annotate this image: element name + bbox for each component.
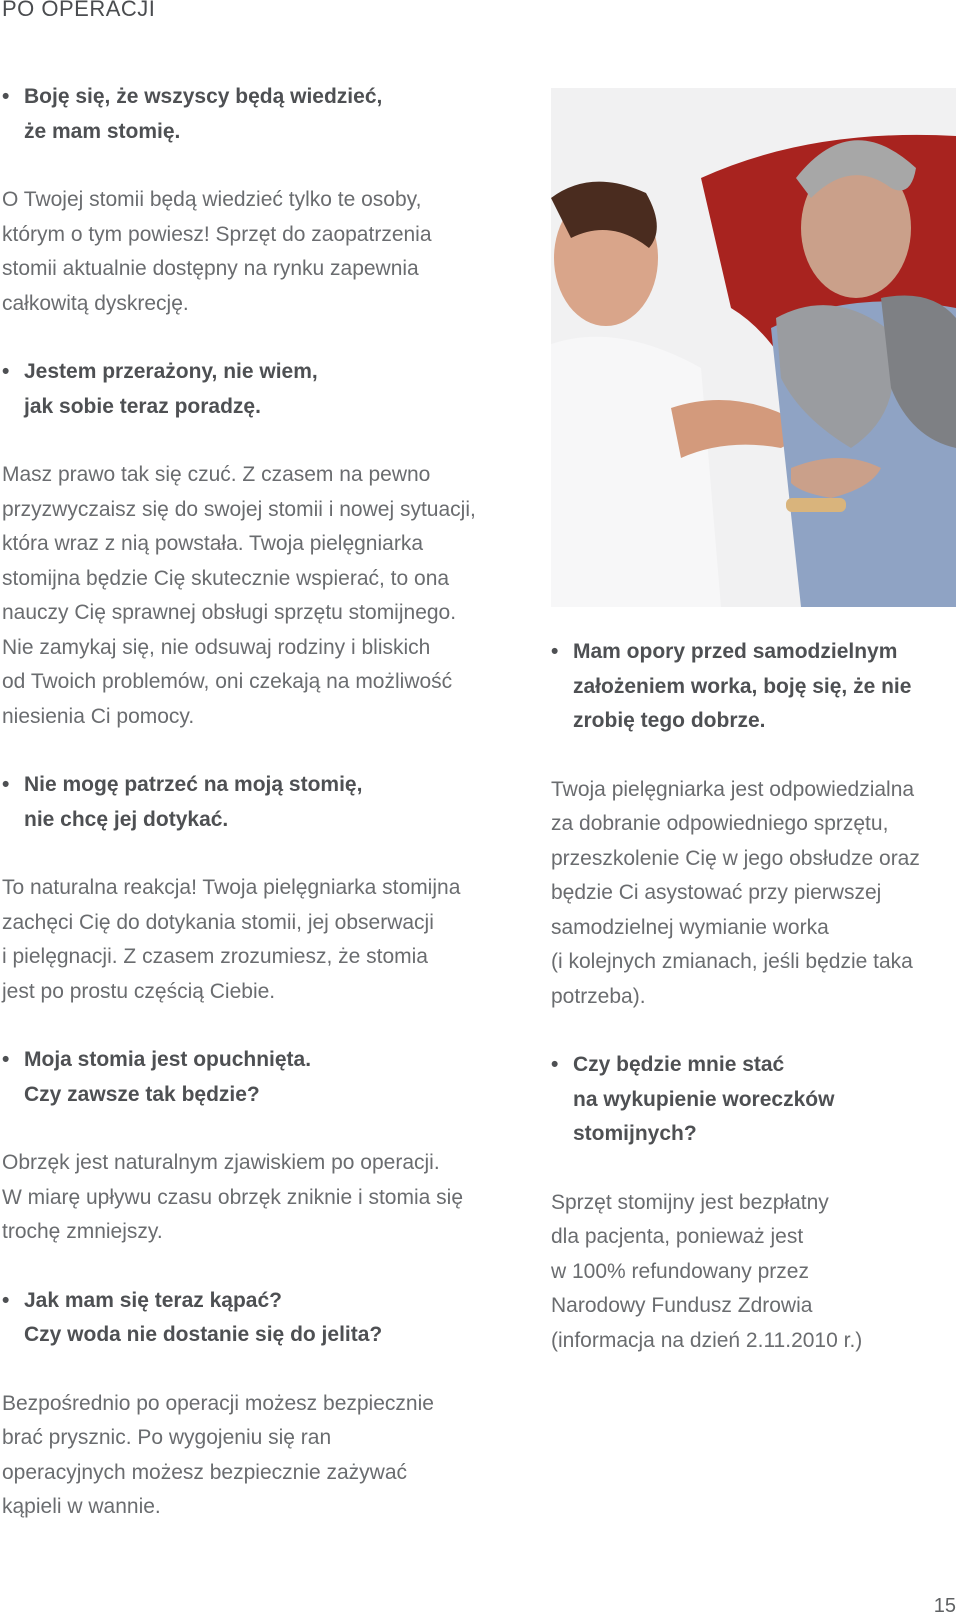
- question-heading: [2, 80, 517, 149]
- answer-line: przeszkolenie Cię w jego obsłudze oraz: [551, 846, 920, 870]
- answer-line: kąpieli w wannie.: [2, 1495, 161, 1518]
- question-heading: [2, 1043, 517, 1112]
- answer-line: (i kolejnych zmianach, jeśli będzie taka: [551, 950, 913, 973]
- answer-line: W miarę upływu czasu obrzęk zniknie i stomia się: [2, 1185, 463, 1209]
- answer-line: Sprzęt stomijny jest bezpłatny: [551, 1190, 829, 1214]
- question-heading: [2, 1284, 517, 1353]
- question-line: • Jestem przerażony, nie wiem,: [24, 360, 318, 383]
- answer-line: od Twoich problemów, oni czekają na możliwość: [2, 670, 453, 693]
- answer-line: operacyjnych możesz bezpiecznie zażywać: [2, 1460, 408, 1484]
- answer-line: (informacja na dzień 2.11.2010 r.): [551, 1328, 863, 1352]
- question-line: Czy woda nie dostanie się do jelita?: [24, 1323, 383, 1346]
- answer-paragraph: [2, 183, 517, 321]
- question-line: • Mam opory przed samodzielnym: [573, 640, 898, 663]
- answer-line: w 100% refundowany przez: [551, 1259, 809, 1283]
- answer-line: brać prysznic. Po wygojeniu się ran: [2, 1426, 332, 1449]
- photo-illustration: [551, 88, 956, 607]
- question-line: że mam stomię.: [24, 119, 181, 143]
- answer-line: potrzeba).: [551, 984, 646, 1008]
- answer-line: nauczy Cię sprawnej obsługi sprzętu stomijnego.: [2, 601, 457, 624]
- answer-line: która wraz z nią powstała. Twoja pielęgniarka: [2, 532, 423, 555]
- question-line: Czy zawsze tak będzie?: [24, 1082, 260, 1106]
- answer-line: Twoja pielęgniarka jest odpowiedzialna: [551, 777, 915, 801]
- section-title: PO OPERACJI: [2, 0, 156, 21]
- answer-line: O Twojej stomii będą wiedzieć tylko te osoby,: [2, 188, 422, 211]
- answer-line: dla pacjenta, ponieważ jest: [551, 1225, 804, 1248]
- answer-line: jest po prostu częścią Ciebie.: [2, 979, 276, 1003]
- answer-line: stomii aktualnie dostępny na rynku zapewnia: [2, 257, 419, 280]
- answer-paragraph: [2, 1146, 517, 1250]
- answer-line: którym o tym powiesz! Sprzęt do zaopatrzenia: [2, 222, 432, 246]
- answer-line: Obrzęk jest naturalnym zjawiskiem po operacji.: [2, 1151, 440, 1174]
- question-line: • Boję się, że wszyscy będą wiedzieć,: [24, 85, 383, 108]
- answer-line: za dobranie odpowiedniego sprzętu,: [551, 812, 889, 835]
- question-heading: [551, 1048, 951, 1152]
- page-number: 15: [933, 1595, 956, 1617]
- left-column: [2, 80, 517, 1525]
- question-line: • Jak mam się teraz kąpać?: [24, 1288, 282, 1312]
- answer-line: przyzwyczaisz się do swojej stomii i nowej sytuacji,: [2, 497, 476, 521]
- photo-nurse-with-patient: [551, 88, 956, 607]
- question-line: • Moja stomia jest opuchnięta.: [24, 1048, 312, 1071]
- answer-paragraph: [2, 458, 517, 734]
- answer-line: To naturalna reakcja! Twoja pielęgniarka stomijna: [2, 876, 461, 899]
- question-line: założeniem worka, boję się, że nie: [573, 674, 912, 698]
- question-line: jak sobie teraz poradzę.: [24, 394, 261, 418]
- question-line: • Nie mogę patrzeć na moją stomię,: [24, 773, 363, 796]
- answer-line: będzie Ci asystować przy pierwszej: [551, 881, 882, 904]
- question-heading: [551, 635, 951, 739]
- answer-line: całkowitą dyskrecję.: [2, 291, 189, 315]
- answer-paragraph: [551, 773, 951, 1015]
- question-line: zrobię tego dobrze.: [573, 709, 766, 732]
- right-column: [551, 635, 951, 1358]
- answer-line: stomijna będzie Cię skutecznie wspierać, to ona: [2, 566, 450, 590]
- answer-paragraph: [551, 1186, 951, 1359]
- answer-line: Masz prawo tak się czuć. Z czasem na pewno: [2, 463, 431, 486]
- answer-line: Narodowy Fundusz Zdrowia: [551, 1294, 813, 1317]
- answer-paragraph: [2, 871, 517, 1009]
- question-heading: [2, 355, 517, 424]
- question-line: nie chcę jej dotykać.: [24, 807, 229, 831]
- answer-line: zachęci Cię do dotykania stomii, jej obserwacji: [2, 910, 434, 934]
- answer-line: Bezpośrednio po operacji możesz bezpiecznie: [2, 1391, 434, 1415]
- answer-line: samodzielnej wymianie worka: [551, 915, 829, 939]
- question-line: • Czy będzie mnie stać: [573, 1053, 785, 1076]
- question-heading: [2, 768, 517, 837]
- answer-line: trochę zmniejszy.: [2, 1220, 163, 1243]
- answer-line: i pielęgnacji. Z czasem zrozumiesz, że stomia: [2, 945, 428, 968]
- answer-paragraph: [2, 1387, 517, 1525]
- answer-line: niesienia Ci pomocy.: [2, 704, 195, 728]
- answer-line: Nie zamykaj się, nie odsuwaj rodziny i bliskich: [2, 635, 431, 659]
- question-line: na wykupienie woreczków: [573, 1087, 835, 1111]
- question-line: stomijnych?: [573, 1122, 697, 1145]
